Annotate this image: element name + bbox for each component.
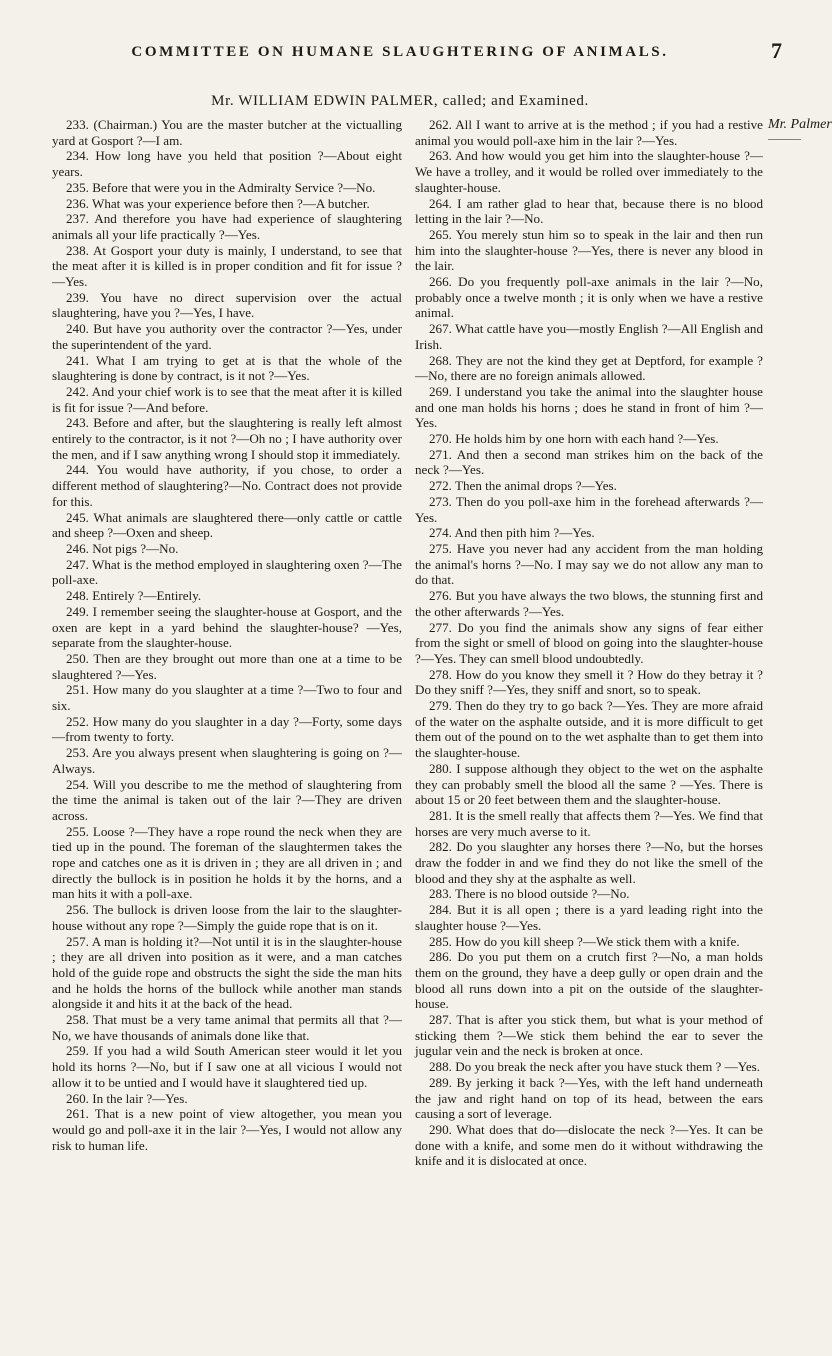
question-text: Then do you poll-axe him in the forehead afterwards ?—Yes. <box>415 493 763 525</box>
question-paragraph <box>415 274 763 321</box>
question-number: 265. <box>429 226 452 242</box>
question-number: 251. <box>66 682 89 698</box>
question-number: 253. <box>66 745 89 761</box>
question-paragraph <box>52 745 402 776</box>
question-number: 235. <box>66 179 89 195</box>
question-text: How many do you slaughter in a day ?—Forty, some days—from twenty to forty. <box>52 713 402 745</box>
question-number: 270. <box>429 431 452 447</box>
question-text: How do you kill sheep ?—We stick them with a knife. <box>455 933 740 949</box>
question-text: What was your experience before then ?—A butcher. <box>91 195 370 211</box>
question-paragraph <box>415 588 763 619</box>
question-paragraph <box>415 808 763 839</box>
question-paragraph <box>52 541 402 557</box>
question-text: Are you always present when slaughtering is going on ?—Always. <box>52 745 402 776</box>
question-text: Then do they try to go back ?—Yes. They are more afraid of the water on the asphalte outside, and it is more difficult to get them out of the pound on to the wet asphalte than to get them into the slaughter-house. <box>415 698 763 761</box>
question-number: 289. <box>429 1074 452 1090</box>
question-number: 233. <box>66 117 89 132</box>
question-text: Then the animal drops ?—Yes. <box>454 478 617 494</box>
question-number: 234. <box>66 148 89 164</box>
question-text: That is a new point of view altogether, you mean you would go and poll-axe it in the lair ?—Yes, I would not allow any risk to human life. <box>52 1106 402 1153</box>
question-paragraph <box>415 478 763 494</box>
question-text: What animals are slaughtered there—only cattle or cattle and sheep ?—Oxen and sheep. <box>52 509 402 541</box>
question-number: 271. <box>429 446 452 462</box>
question-text: And how would you get him into the slaughter-house ?—We have a trolley, and it would be rolled over immediately to the slaughter-house. <box>415 148 763 195</box>
question-number: 274. <box>429 525 452 541</box>
question-text: Before that were you in the Admiralty Service ?—No. <box>92 179 376 195</box>
question-text: But have you authority over the contractor ?—Yes, under the superintendent of the yard. <box>52 321 402 352</box>
question-number: 261. <box>66 1106 89 1122</box>
question-paragraph <box>415 949 763 1012</box>
question-text: They are not the kind they get at Deptford, for example ?—No, there are no foreign animals allowed. <box>415 352 763 384</box>
question-text: Do you slaughter any horses there ?—No, but the horses draw the fodder in and we find they do not like the smell of the blood and they shy at the asphalte as well. <box>415 839 763 886</box>
question-number: 255. <box>66 823 89 839</box>
question-paragraph <box>52 588 402 604</box>
question-paragraph <box>52 148 402 179</box>
question-number: 239. <box>66 289 89 305</box>
question-text: I understand you take the animal into the slaughter house and one man holds his horns ; does he stand in front of him ?—Yes. <box>415 383 763 431</box>
question-text: But it is all open ; there is a yard leading right into the slaughter house ?—Yes. <box>415 902 763 933</box>
question-text: In the lair ?—Yes. <box>92 1090 188 1106</box>
question-number: 263. <box>429 148 452 164</box>
margin-speaker: Mr. Palmer <box>768 117 832 132</box>
question-paragraph <box>52 290 402 321</box>
margin-dash: ——— <box>768 133 801 145</box>
question-number: 250. <box>66 650 89 666</box>
question-paragraph <box>415 934 763 950</box>
question-number: 243. <box>66 415 89 431</box>
question-text: Do you find the animals show any signs of fear either from the sight or smell of blood on going into the slaughter-house ?—Yes. They can smell blood undoubtedly. <box>415 619 763 666</box>
page-number: 7 <box>771 38 782 63</box>
right-column <box>415 117 763 1169</box>
question-paragraph <box>52 180 402 196</box>
question-paragraph <box>415 431 763 447</box>
question-text: What I am trying to get at is that the whole of the slaughtering is done by contract, is it not ?—Yes. <box>52 352 402 384</box>
page-header <box>0 0 800 70</box>
question-paragraph <box>415 1059 763 1075</box>
question-text: And therefore you have had experience of slaughtering animals all your life practically ?—Yes. <box>52 211 402 242</box>
question-paragraph <box>52 243 402 290</box>
question-paragraph <box>52 1106 402 1153</box>
question-text: Not pigs ?—No. <box>92 540 179 556</box>
left-column <box>52 117 402 1153</box>
question-number: 264. <box>429 195 452 211</box>
question-number: 244. <box>66 462 89 478</box>
question-number: 279. <box>429 698 452 714</box>
question-number: 269. <box>429 383 452 399</box>
question-number: 278. <box>429 666 452 682</box>
question-number: 275. <box>429 540 452 556</box>
running-title: COMMITTEE ON HUMANE SLAUGHTERING OF ANIMALS. <box>131 44 669 60</box>
question-number: 259. <box>66 1043 89 1059</box>
question-text: And your chief work is to see that the meat after it is killed is fit for issue ?—And before. <box>52 383 402 415</box>
question-paragraph <box>415 447 763 478</box>
question-text: He holds him by one horn with each hand ?—Yes. <box>455 431 719 447</box>
question-number: 260. <box>66 1090 89 1106</box>
question-number: 286. <box>429 949 452 965</box>
question-text: All I want to arrive at is the method ; if you had a restive animal you would poll-axe him in the lair ?—Yes. <box>415 117 763 148</box>
question-number: 273. <box>429 493 452 509</box>
question-text: The bullock is driven loose from the lair to the slaughter-house without any rope ?—Simply the guide rope that is on it. <box>52 902 402 933</box>
question-text: You have no direct supervision over the actual slaughtering, have you ?—Yes, I have. <box>52 289 402 321</box>
question-paragraph <box>52 1091 402 1107</box>
question-text: I remember seeing the slaughter-house at Gosport, and the oxen are kept in a yard behind the slaughter-house? —Yes, separate from the slaughter-house. <box>52 603 402 651</box>
question-number: 242. <box>66 383 89 399</box>
question-number: 237. <box>66 211 89 227</box>
question-number: 282. <box>429 839 452 855</box>
question-text: Then are they brought out more than one at a time to be slaughtered ?—Yes. <box>52 650 402 682</box>
question-text: Have you never had any accident from the man holding the animal's horns ?—No. I may say we do not allow any man to do that. <box>415 540 763 588</box>
question-number: 257. <box>66 933 89 949</box>
question-paragraph <box>415 227 763 274</box>
question-paragraph <box>52 934 402 1013</box>
question-number: 272. <box>429 478 452 494</box>
question-number: 268. <box>429 352 452 368</box>
question-number: 283. <box>429 886 452 902</box>
question-text: Do you break the neck after you have stuck them ? —Yes. <box>455 1059 761 1075</box>
question-paragraph <box>52 651 402 682</box>
question-number: 248. <box>66 588 89 604</box>
question-number: 290. <box>429 1122 452 1137</box>
question-paragraph <box>52 557 402 588</box>
question-number: 276. <box>429 588 452 604</box>
question-paragraph <box>52 196 402 212</box>
question-paragraph <box>415 196 763 227</box>
question-text: You would have authority, if you chose, to order a different method of slaughtering?—No. Contract does not provide for this. <box>52 462 402 509</box>
question-paragraph <box>415 886 763 902</box>
question-paragraph <box>52 384 402 415</box>
question-text: Entirely ?—Entirely. <box>92 588 202 604</box>
question-number: 249. <box>66 603 89 619</box>
question-text: I am rather glad to hear that, because there is no blood letting in the lair ?—No. <box>415 195 763 227</box>
question-text: A man is holding it?—Not until it is in the slaughter-house ; they are all driven into position as it were, and a man catches hold of the guide rope and obstructs the sight the side the man hits and he holds the horns of the bullock while another man stands alongside it and hits it at the back of the head. <box>52 933 402 1012</box>
question-paragraph <box>415 148 763 195</box>
question-number: 281. <box>429 807 452 823</box>
question-text: How do you know they smell it ? How do they betray it ? Do they sniff ?—Yes, they sniff and snort, so to speak. <box>415 666 763 698</box>
question-number: 285. <box>429 933 452 949</box>
question-text: It is the smell really that affects them ?—Yes. We find that horses are very much averse to it. <box>415 807 763 839</box>
question-number: 258. <box>66 1012 89 1028</box>
question-paragraph <box>415 761 763 808</box>
question-paragraph <box>52 824 402 903</box>
question-number: 252. <box>66 713 89 729</box>
question-text: By jerking it back ?—Yes, with the left hand underneath the jaw and right hand on top of its head, between the ears causing a sort of leverage. <box>415 1074 763 1122</box>
question-paragraph <box>415 839 763 886</box>
question-paragraph <box>415 117 763 148</box>
question-paragraph <box>52 415 402 462</box>
question-number: 245. <box>66 509 89 525</box>
question-paragraph <box>52 462 402 509</box>
question-paragraph <box>415 525 763 541</box>
question-text: (Chairman.) You are the master butcher at the victualling yard at Gosport ?—I am. <box>52 117 402 148</box>
question-text: Do you put them on a crutch first ?—No, a man holds them on the ground, they have a deep gully or open drain and the blood all runs down into a pit on the outside of the slaughter-house. <box>415 949 764 1012</box>
question-text: I suppose although they object to the wet on the asphalte they can probably smell the blood all the same ? —Yes. There is about 15 or 20 feet between them and the slaughter-house. <box>415 760 763 808</box>
question-text: At Gosport your duty is mainly, I understand, to see that the meat after it is killed is in proper condition and fit for issue ?—Yes. <box>52 242 402 290</box>
question-number: 267. <box>429 321 452 337</box>
margin-speaker-note <box>768 117 832 145</box>
question-text: Will you describe to me the method of slaughtering from the time the animal is taken out of the lair ?—They are driven across. <box>52 776 402 823</box>
question-text: Do you frequently poll-axe animals in the lair ?—No, probably once a twelve month ; it is only when we have a restive animal. <box>415 274 763 321</box>
question-number: 241. <box>66 352 89 368</box>
question-text: How many do you slaughter at a time ?—Two to four and six. <box>52 682 403 714</box>
question-number: 287. <box>429 1012 452 1028</box>
question-number: 277. <box>429 619 452 635</box>
question-paragraph <box>415 384 763 431</box>
question-text: There is no blood outside ?—No. <box>454 886 630 902</box>
question-paragraph <box>52 1012 402 1043</box>
question-text: That must be a very tame animal that permits all that ?—No, we have thousands of animals done like that. <box>52 1012 402 1043</box>
question-number: 256. <box>66 902 89 918</box>
question-paragraph <box>415 541 763 588</box>
question-text: How long have you held that position ?—About eight years. <box>52 148 402 180</box>
question-paragraph <box>52 777 402 824</box>
question-text: And then a second man strikes him on the back of the neck ?—Yes. <box>415 446 763 478</box>
question-number: 262. <box>429 117 452 132</box>
question-text: What does that do—dislocate the neck ?—Yes. It can be done with a knife, and some men do it without withdrawing the knife and it is dislocated at once. <box>415 1122 763 1169</box>
question-paragraph <box>52 604 402 651</box>
witness-heading: Mr. WILLIAM EDWIN PALMER, called; and Examined. <box>211 93 589 109</box>
question-number: 254. <box>66 776 89 792</box>
question-paragraph <box>52 1043 402 1090</box>
question-paragraph <box>52 510 402 541</box>
question-paragraph <box>52 117 402 148</box>
question-paragraph <box>415 698 763 761</box>
question-number: 288. <box>429 1059 452 1075</box>
question-number: 266. <box>429 274 452 290</box>
question-paragraph <box>415 353 763 384</box>
question-paragraph <box>415 902 763 933</box>
question-paragraph <box>52 321 402 352</box>
question-text: And then pith him ?—Yes. <box>454 525 595 541</box>
question-paragraph <box>415 667 763 698</box>
question-number: 284. <box>429 902 452 918</box>
question-paragraph <box>415 494 763 525</box>
question-paragraph <box>52 902 402 933</box>
question-paragraph <box>415 1012 763 1059</box>
question-text: If you had a wild South American steer would it let you hold its horns ?—No, but if I saw one at all vicious I would not allow it to be untied and I would have it slaughtered tied up. <box>52 1043 403 1090</box>
question-text: What cattle have you—mostly English ?—All English and Irish. <box>415 321 763 352</box>
question-number: 240. <box>66 321 89 337</box>
question-text: You merely stun him so to speak in the lair and then run him into the slaughter-house ?—Yes, there is never any blood in the lair. <box>415 226 763 274</box>
question-paragraph <box>415 620 763 667</box>
question-number: 247. <box>66 556 89 572</box>
question-paragraph <box>52 714 402 745</box>
question-text: That is after you stick them, but what is your method of sticking them ?—We stick them behind the ear to sever the jugular vein and the neck is broken at once. <box>415 1012 763 1059</box>
question-number: 246. <box>66 540 89 556</box>
question-number: 236. <box>66 195 89 211</box>
question-text: What is the method employed in slaughtering oxen ?—The poll-axe. <box>52 556 402 588</box>
question-number: 280. <box>429 760 452 776</box>
question-paragraph <box>52 211 402 242</box>
question-paragraph <box>52 682 402 713</box>
question-text: Before and after, but the slaughtering is really left almost entirely to the contractor, is it not ?—Oh no ; I have authority over the men, and if I saw anything wrong I should stop it immediately. <box>52 415 403 462</box>
question-paragraph <box>415 1075 763 1122</box>
question-paragraph <box>52 353 402 384</box>
question-number: 238. <box>66 242 89 258</box>
question-text: But you have always the two blows, the stunning first and the other afterwards ?—Yes. <box>415 588 763 619</box>
question-text: Loose ?—They have a rope round the neck when they are tied up in the pound. The foreman of the slaughtermen takes the rope and catches one as it is driven in ; they are all driven in ; and directly the bullock is in position he holds it by the horns, and a man hits it with a poll-axe. <box>52 823 402 902</box>
question-paragraph <box>415 321 763 352</box>
question-paragraph <box>415 1122 763 1169</box>
